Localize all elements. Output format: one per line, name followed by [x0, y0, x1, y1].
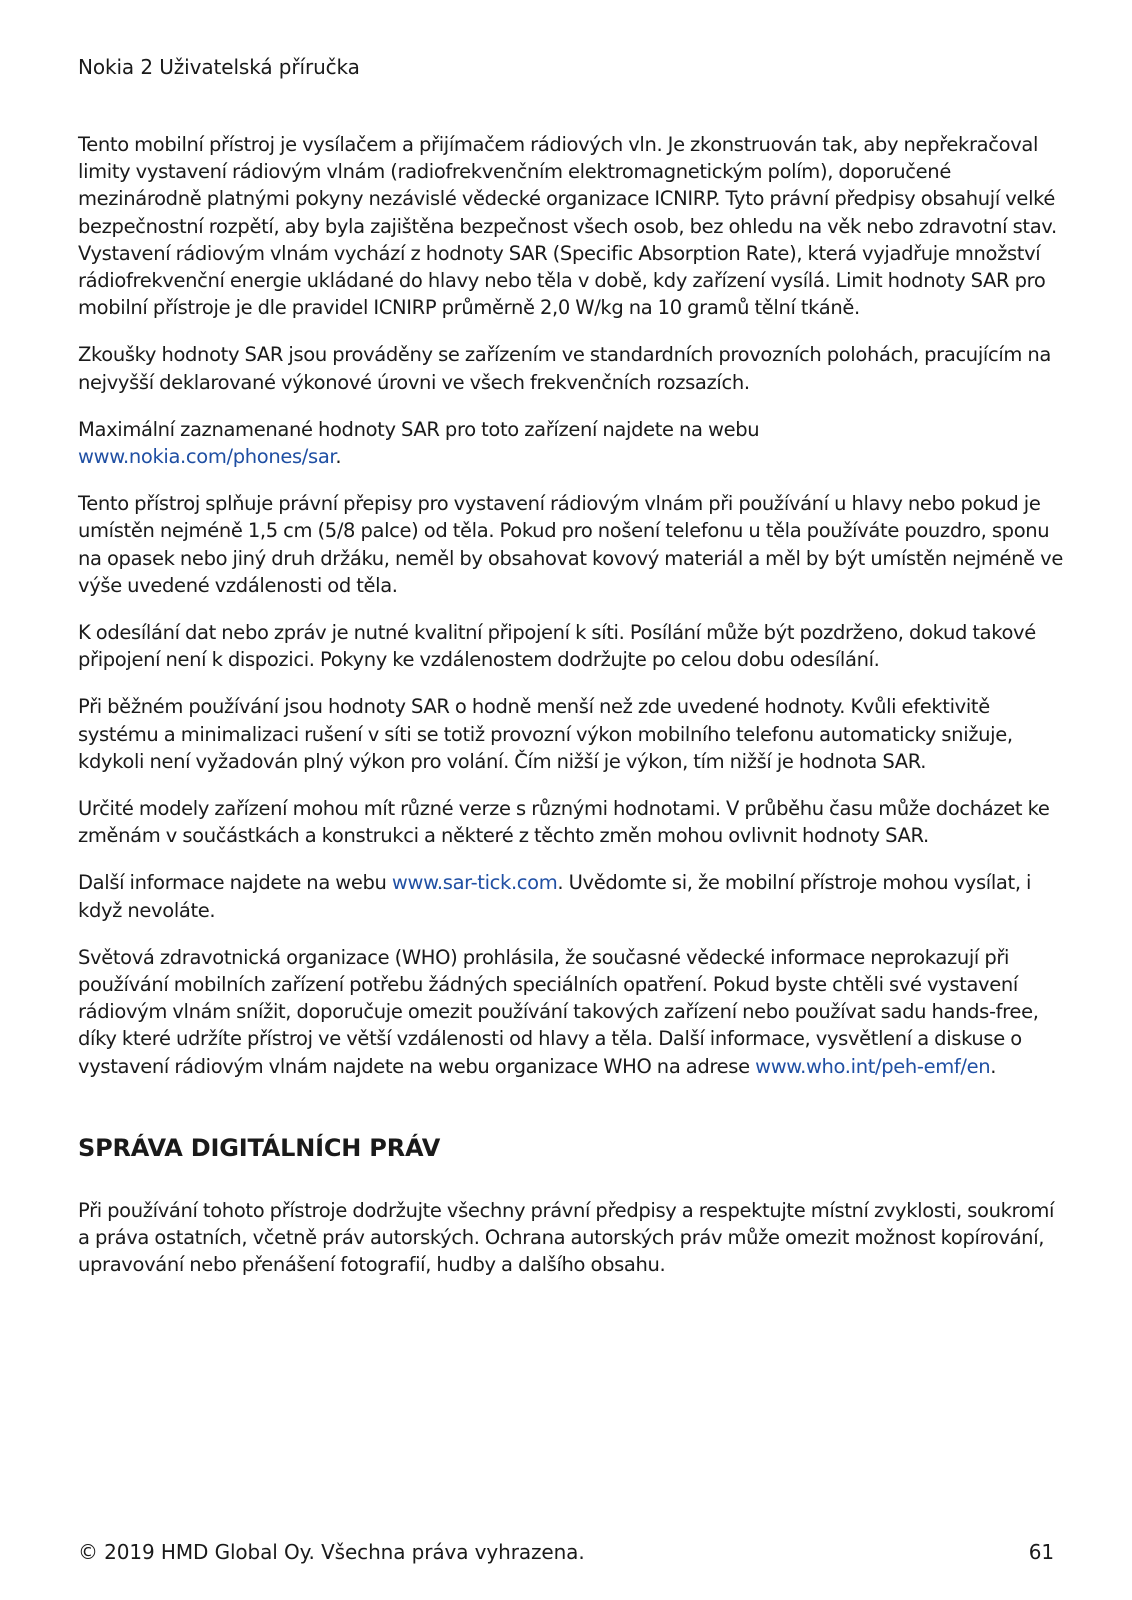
- paragraph-drm: Při používání tohoto přístroje dodržujte všechny právní předpisy a respektujte místní zvyklosti, soukromí a práva ostatních, včetně práv autorských. Ochrana autorských práv může omezit možnost kopírování, upravování nebo přenášení fotografií, hudby a dalšího obsahu.: [78, 1198, 1055, 1277]
- paragraph-text: Další informace najdete na webu: [78, 871, 392, 895]
- paragraph-sar-tests: Zkoušky hodnoty SAR jsou prováděny se zařízením ve standardních provozních polohách, pracujícím na nejvyšší deklarované výkonové úrovni ve všech frekvenčních rozsazích.: [78, 343, 1051, 394]
- paragraph-text: . Uvědomte si, že mobilní přístroje mohou vysílat, i když nevoláte.: [78, 871, 1032, 922]
- paragraph-body-distance: Tento přístroj splňuje právní přepisy pro vystavení rádiovým vlnám při používání u hlavy nebo pokud je umístěn nejméně 1,5 cm (5/8 palce) od těla. Pokud pro nošení telefonu u těla používáte pouzdro, sponu na opasek nebo jiný druh držáku, neměl by obsahovat kovový materiál a měl by být umístěn nejméně ve výše uvedené vzdálenosti od těla.: [78, 492, 1064, 597]
- paragraph-normal-use: Při běžném používání jsou hodnoty SAR o hodně menší než zde uvedené hodnoty. Kvůli efektivitě systému a minimalizaci rušení v síti se totiž provozní výkon mobilního telefonu automaticky snižuje, kdykoli není vyžadován plný výkon pro volání. Čím nižší je výkon, tím nižší je hodnota SAR.: [78, 695, 1013, 773]
- paragraph-data-transmission: K odesílání dat nebo zpráv je nutné kvalitní připojení k síti. Posílání může být pozdrženo, dokud takové připojení není k dispozici. Pokyny ke vzdálenostem dodržujte po celou dobu odesílání.: [78, 621, 1036, 672]
- section-heading-drm: SPRÁVA DIGITÁLNÍCH PRÁV: [78, 1133, 441, 1162]
- nokia-sar-link[interactable]: www.nokia.com/phones/sar: [78, 445, 336, 469]
- document-body: [78, 131, 1068, 1299]
- paragraph-who: [78, 944, 1068, 1080]
- paragraph-sar-values: [78, 416, 1068, 470]
- paragraph-text: Maximální zaznamenané hodnoty SAR pro toto zařízení najdete na webu: [78, 417, 760, 441]
- who-emf-link[interactable]: www.who.int/peh-emf/en: [755, 1054, 991, 1078]
- paragraph-model-versions: Určité modely zařízení mohou mít různé verze s různými hodnotami. V průběhu času může docházet ke změnám v součástkách a konstrukci a některé z těchto změn mohou ovlivnit hodnoty SAR.: [78, 797, 1050, 848]
- paragraph-text: .: [335, 445, 342, 469]
- paragraph-sar-intro: Tento mobilní přístroj je vysílačem a přijímačem rádiových vln. Je zkonstruován tak, aby nepřekračoval limity vystavení rádiovým vlnám (radiofrekvenčním elektromagnetickým polím), doporučené mezinárodně platnými pokyny nezávislé vědecké organizace ICNIRP. Tyto právní předpisy obsahují velké bezpečnostní rozpětí, aby byla zajištěna bezpečnost všech osob, bez ohledu na věk nebo zdravotní stav. Vystavení rádiovým vlnám vychází z hodnoty SAR (Specific Absorption Rate), která vyjadřuje množství rádiofrekvenční energie ukládané do hlavy nebo těla v době, kdy zařízení vysílá. Limit hodnoty SAR pro mobilní přístroje je dle pravidel ICNIRP průměrně 2,0 W/kg na 10 gramů tělní tkáně.: [78, 133, 1057, 320]
- paragraph-more-info: [78, 869, 1068, 923]
- paragraph-text: Světová zdravotnická organizace (WHO) prohlásila, že současné vědecké informace neprokazují při používání mobilních zařízení potřebu žádných speciálních opatření. Pokud byste chtěli své vystavení rádiovým vlnám snížit, doporučuje omezit používání takových zařízení nebo používat sadu hands-free, díky které udržíte přístroj ve větší vzdálenosti od hlavy a těla. Další informace, vysvětlení a diskuse o vystavení rádiovým vlnám najdete na webu organizace WHO na adrese: [78, 945, 1039, 1078]
- paragraph-text: .: [990, 1054, 997, 1078]
- page-header-title: Nokia 2 Uživatelská příručka: [78, 55, 360, 79]
- page-number: 61: [1028, 1540, 1054, 1564]
- page-footer: [78, 1538, 1054, 1566]
- footer-copyright: © 2019 HMD Global Oy. Všechna práva vyhrazena.: [78, 1540, 585, 1564]
- sar-tick-link[interactable]: www.sar-tick.com: [391, 871, 558, 895]
